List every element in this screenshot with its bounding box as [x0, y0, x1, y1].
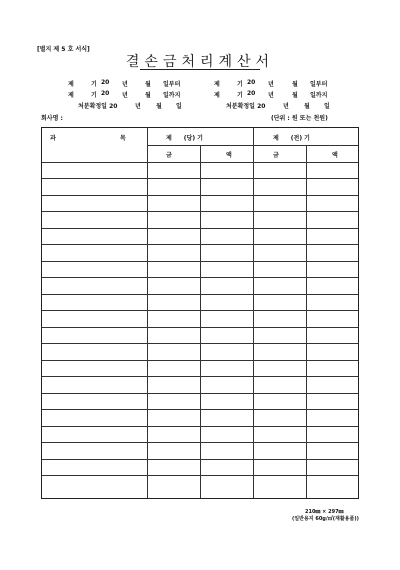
- col-divider-prior-amount: [306, 145, 307, 498]
- period-prior-year-prefix-2: 20: [247, 90, 256, 97]
- row-line-6: [42, 261, 358, 262]
- period-current-label: 제: [68, 81, 74, 88]
- col-subject-label-2: 목: [120, 135, 126, 142]
- period-current-settlement-year: 년: [135, 103, 141, 110]
- period-prior-year: 년: [268, 81, 274, 88]
- col-subject-label-1: 과: [50, 135, 56, 142]
- period-prior-settlement-month: 월: [304, 103, 310, 110]
- period-current-year-prefix: 20: [101, 79, 110, 86]
- statement-table: [41, 127, 359, 499]
- row-line-4: [42, 228, 358, 229]
- row-line-18: [42, 459, 358, 460]
- col-divider-current-amount: [200, 145, 201, 498]
- row-line-12: [42, 360, 358, 361]
- col-current-amount-1: 금: [166, 152, 172, 159]
- period-prior-settlement: 처분확정일 20: [226, 103, 266, 110]
- row-line-16: [42, 426, 358, 427]
- company-name-label: 회사명 :: [41, 115, 63, 122]
- col-prior-amount-2: 액: [332, 152, 338, 159]
- period-current-year-prefix-2: 20: [101, 90, 110, 97]
- row-line-14: [42, 393, 358, 394]
- unit-label: (단위 : 원 또는 천원): [271, 115, 328, 122]
- row-line-8: [42, 294, 358, 295]
- col-current-period-label: 제 (당) 기: [166, 135, 203, 142]
- period-prior-settlement-year: 년: [283, 103, 289, 110]
- period-prior-settlement-day: 일: [324, 103, 330, 110]
- period-current-settlement: 처분확정일 20: [78, 103, 118, 110]
- period-prior-label: 제: [214, 81, 220, 88]
- row-line-2: [42, 195, 358, 196]
- row-line-19: [42, 475, 358, 476]
- page-title: 결손금처리계산서: [125, 54, 275, 70]
- row-line-17: [42, 442, 358, 443]
- col-prior-amount-1: 금: [273, 152, 279, 159]
- row-line-7: [42, 277, 358, 278]
- period-prior-year-2: 년: [268, 92, 274, 99]
- header-bottom-line: [42, 162, 358, 163]
- period-prior-label-2: 제: [214, 92, 220, 99]
- row-line-11: [42, 343, 358, 344]
- row-line-10: [42, 327, 358, 328]
- period-current-month-2: 월: [145, 92, 151, 99]
- period-current-from: 일부터: [163, 81, 181, 88]
- period-prior-year-prefix: 20: [247, 79, 256, 86]
- period-prior-month-2: 월: [292, 92, 298, 99]
- row-line-5: [42, 244, 358, 245]
- period-current-month: 월: [145, 81, 151, 88]
- row-line-13: [42, 376, 358, 377]
- header-split-line: [147, 145, 358, 146]
- paper-type-note: (일반용지 60g/㎡(재활용품)): [292, 516, 359, 522]
- period-current-ki: 기: [91, 81, 97, 88]
- period-current-label-2: 제: [68, 92, 74, 99]
- title-underline: [140, 69, 260, 70]
- period-current-ki-2: 기: [91, 92, 97, 99]
- period-current-settlement-day: 일: [176, 103, 182, 110]
- period-prior-from: 일부터: [310, 81, 328, 88]
- row-line-9: [42, 310, 358, 311]
- period-current-to: 일까지: [163, 92, 181, 99]
- row-line-15: [42, 409, 358, 410]
- row-line-1: [42, 178, 358, 179]
- period-prior-ki-2: 기: [237, 92, 243, 99]
- period-current-year: 년: [122, 81, 128, 88]
- period-prior-to: 일까지: [310, 92, 328, 99]
- row-line-3: [42, 211, 358, 212]
- form-number: [별지 제 5 호 서식]: [37, 46, 90, 53]
- period-prior-month: 월: [292, 81, 298, 88]
- col-current-amount-2: 액: [226, 152, 232, 159]
- col-prior-period-label: 제 (전) 기: [273, 135, 310, 142]
- period-current-year-2: 년: [122, 92, 128, 99]
- period-prior-ki: 기: [237, 81, 243, 88]
- paper-size-note: 210㎜ × 297㎜: [305, 509, 344, 515]
- period-current-settlement-month: 월: [156, 103, 162, 110]
